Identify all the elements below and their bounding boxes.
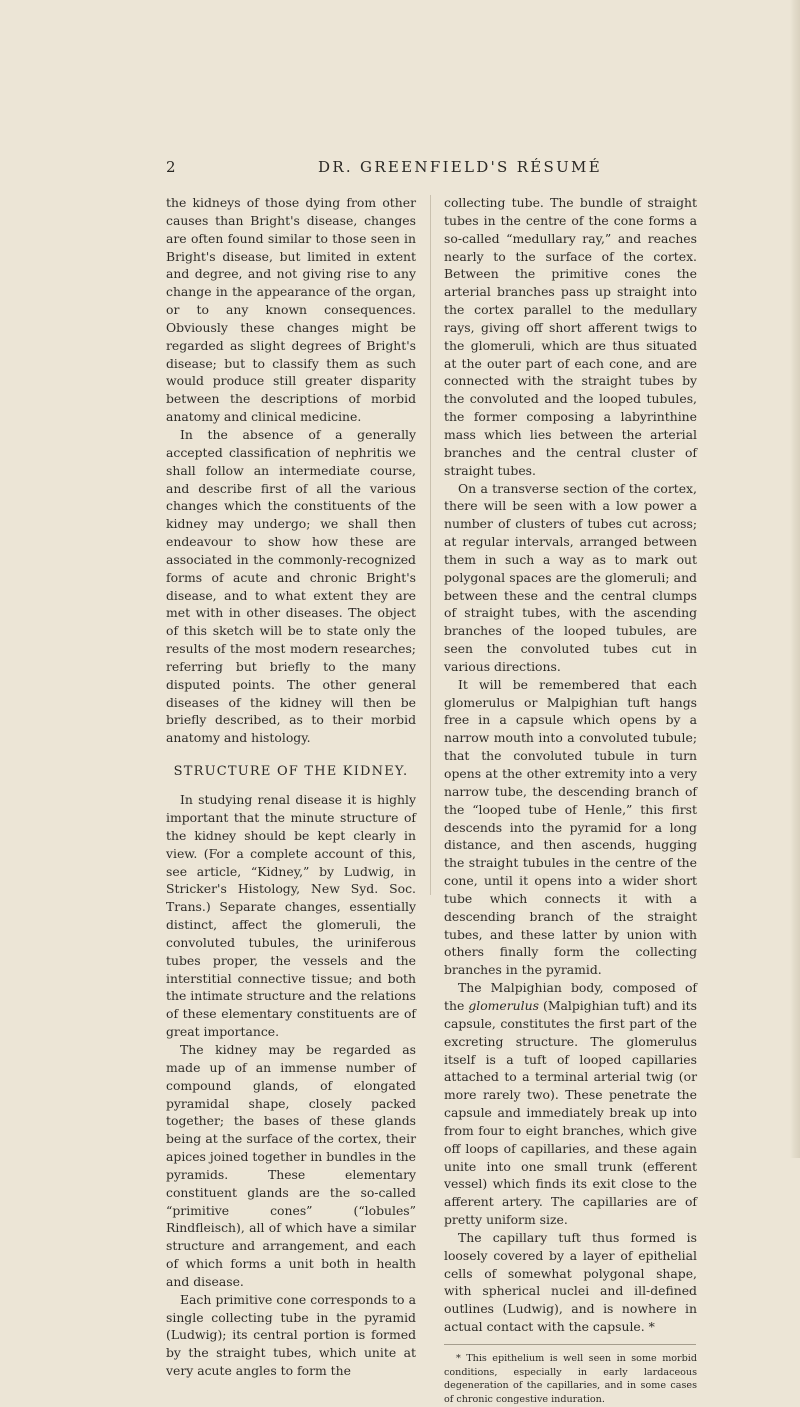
- paragraph: In studying renal disease it is highly important that the minute structure of the kidney should be kept clearly in view. (For a complete account of this, see article, “Kidney,” by Ludwig, in Stricker's Histology, New Syd. Soc. Trans.) Separate changes, essentially distinct, affect the glomeruli, the convoluted tubules, the uriniferous tubes proper, the vessels and the interstitial connective tissue; and both the intimate structure and the relations of these elementary constituents are of great importance.: [166, 792, 416, 1040]
- paragraph: collecting tube. The bundle of straight tubes in the centre of the cone forms a so-called “medullary ray,” and reaches nearly to the surface of the cortex. Between the primitive cones the arterial branches pass up straight into the cortex parallel to the medullary rays, giving off short afferent twigs to the glomeruli, which are thus situated at the outer part of each cone, and are connected with the straight tubes by the convoluted and the looped tubules, the former composing a labyrinthine mass which lies between the arterial branches and the central cluster of straight tubes.: [444, 195, 697, 478]
- right-column: [444, 194, 697, 1407]
- paragraph: The kidney may be regarded as made up of an immense number of compound glands, of elongated pyramidal shape, closely packed together; the bases of these glands being at the surface of the cortex, their apices joined together in bundles in the pyramids. These elementary constituent glands are the so-called “primitive cones” (“lobules” Rindfleisch), all of which have a similar structure and arrangement, and each of which forms a unit both in health and disease.: [166, 1041, 416, 1289]
- left-column: [166, 194, 416, 1380]
- text-run: (Malpighian tuft) and its capsule, constitutes the first part of the excreting structure. The glomerulus itself is a tuft of looped capillaries attached to a terminal arterial twig (or more rarely two). These penetrate the capsule and immediately break up into from four to eight branches, which give off loops of capillaries, and these again unite into one small trunk (efferent vessel) which finds its exit close to the afferent artery. The capillaries are of pretty uniform size.: [444, 997, 697, 1228]
- paragraph: It will be remembered that each glomerulus or Malpighian tuft hangs free in a capsule which opens by a narrow mouth into a convoluted tubule; that the convoluted tubule in turn opens at the other extremity into a very narrow tube, the descending branch of the “looped tube of Henle,” this first descends into the pyramid for a long distance, and then ascends, hugging the straight tubules in the centre of the cone, until it opens into a wider short tube which connects it with a descending branch of the straight tubes, and these latter by union with others finally form the collecting branches in the pyramid.: [444, 676, 697, 978]
- paragraph: the kidneys of those dying from other causes than Bright's disease, changes are often found similar to those seen in Bright's disease, but limited in extent and degree, and not giving rise to any change in the appearance of the organ, or to any known consequences. Obviously these changes might be regarded as slight degrees of Bright's disease; but to classify them as such would produce still greater disparity between the descriptions of morbid anatomy and clinical medicine.: [166, 195, 416, 425]
- page-edge-shadow: [790, 0, 800, 1158]
- paragraph: [444, 979, 697, 1229]
- paragraph: Each primitive cone corresponds to a single collecting tube in the pyramid (Ludwig); its central portion is formed by the straight tubes, which unite at very acute angles to form the: [166, 1291, 416, 1379]
- footnote: * This epithelium is well seen in some morbid conditions, especially in early lardaceous degeneration of the capillaries, and in some cases of chronic congestive induration.: [444, 1353, 697, 1406]
- running-title: DR. GREENFIELD'S RÉSUMÉ: [318, 158, 602, 176]
- paragraph: The capillary tuft thus formed is loosely covered by a layer of epithelial cells of somewhat polygonal shape, with spherical nuclei and ill-defined outlines (Ludwig), and is nowhere in actual contact with the capsule. *: [444, 1229, 697, 1335]
- section-heading: STRUCTURE OF THE KIDNEY.: [173, 764, 409, 780]
- footnote-rule: [444, 1344, 696, 1345]
- text-run: The Malpighian body, composed of the: [444, 980, 697, 1013]
- column-divider: [430, 195, 431, 895]
- page-number: 2: [166, 158, 176, 176]
- paragraph: In the absence of a generally accepted classification of nephritis we shall follow an intermediate course, and describe first of all the various changes which the constituents of the kidney may undergo; we shall then endeavour to show how these are associated in the commonly-recognized forms of acute and chronic Bright's disease, and to what extent they are met with in other diseases. The object of this sketch will be to state only the results of the most modern researches; referring but briefly to the many disputed points. The other general diseases of the kidney will then be briefly described, as to their morbid anatomy and histology.: [166, 426, 416, 746]
- italic-term: glomerulus: [468, 997, 539, 1013]
- running-head: [166, 158, 636, 180]
- paragraph: On a transverse section of the cortex, there will be seen with a low power a number of clusters of tubes cut across; at regular intervals, arranged between them in such a way as to mark out polygonal spaces are the glomeruli; and between these and the central clumps of straight tubes, with the ascending branches of the looped tubules, are seen the convoluted tubes cut in various directions.: [444, 480, 697, 674]
